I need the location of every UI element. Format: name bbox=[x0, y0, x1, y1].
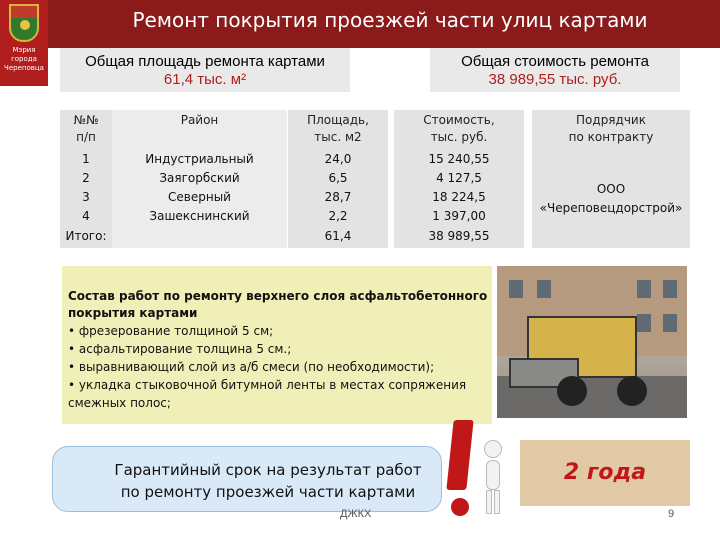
row-2-num: 2 bbox=[82, 171, 90, 185]
header-cost-line2: тыс. руб. bbox=[430, 130, 488, 144]
works-item: • фрезерование толщиной 5 см; bbox=[68, 324, 274, 338]
works-title bbox=[62, 266, 492, 322]
row-1-cost: 15 240,55 bbox=[428, 152, 490, 166]
org-name bbox=[0, 46, 48, 73]
total-cost: 38 989,55 bbox=[428, 229, 490, 243]
works-item: • выравнивающий слой из а/б смеси (по необходимости); bbox=[68, 360, 435, 374]
total-cost-label: Общая стоимость ремонта bbox=[461, 53, 649, 70]
row-3-area: 28,7 bbox=[324, 190, 352, 204]
warranty-box bbox=[52, 446, 442, 512]
header-num-line2: п/п bbox=[76, 130, 96, 144]
row-3-district: Северный bbox=[168, 190, 231, 204]
header-contractor-line1: Подрядчик bbox=[576, 113, 646, 127]
person-figure-icon bbox=[478, 440, 508, 516]
warranty-line1: Гарантийный срок на результат работ bbox=[114, 461, 422, 479]
page-number: 9 bbox=[668, 508, 675, 520]
warranty-period: 2 года bbox=[563, 460, 647, 485]
header-area-line1: Площадь, bbox=[307, 113, 369, 127]
works-item: • укладка стыковочной битумной ленты в местах сопряжения bbox=[68, 378, 467, 392]
row-1-num: 1 bbox=[82, 152, 90, 166]
contractor-line2: «Череповецдорстрой» bbox=[539, 201, 683, 215]
header-contractor bbox=[532, 112, 690, 146]
header-area-line2: тыс. м2 bbox=[314, 130, 362, 144]
header-area bbox=[288, 112, 388, 146]
row-4-district: Зашекснинский bbox=[149, 209, 250, 223]
footer-dept: ДЖКХ bbox=[340, 508, 372, 520]
total-area-label: Общая площадь ремонта картами bbox=[85, 53, 325, 70]
total-area-value: 61,4 тыс. м² bbox=[163, 71, 247, 88]
works-title-line2: покрытия картами bbox=[68, 306, 198, 320]
row-1-area: 24,0 bbox=[324, 152, 352, 166]
row-3-cost: 18 224,5 bbox=[432, 190, 486, 204]
works-item: • асфальтирование толщина 5 см.; bbox=[68, 342, 292, 356]
row-4-cost: 1 397,00 bbox=[432, 209, 486, 223]
row-2-area: 6,5 bbox=[328, 171, 348, 185]
works-item: смежных полос; bbox=[68, 396, 171, 410]
org-line-1: Мэрия bbox=[12, 46, 36, 54]
header-contractor-line2: по контракту bbox=[568, 130, 654, 144]
row-4-num: 4 bbox=[82, 209, 90, 223]
contractor-name bbox=[532, 180, 690, 218]
total-cost-value: 38 989,55 тыс. руб. bbox=[488, 71, 622, 88]
contractor-line1: ООО bbox=[596, 182, 626, 196]
header-district: Район bbox=[180, 113, 219, 127]
page-title: Ремонт покрытия проезжей части улиц картами bbox=[132, 8, 648, 32]
works-list-box bbox=[62, 266, 492, 424]
header-num-line1: №№ bbox=[73, 113, 99, 127]
header-bar bbox=[0, 0, 720, 48]
row-4-area: 2,2 bbox=[328, 209, 348, 223]
road-repair-photo bbox=[497, 266, 687, 418]
header-cost bbox=[394, 112, 524, 146]
total-cost-box bbox=[430, 48, 680, 92]
org-line-2: города bbox=[11, 55, 37, 63]
total-label: Итого: bbox=[65, 229, 107, 243]
sidebar-logo-panel bbox=[0, 0, 48, 86]
row-2-district: Заягорбский bbox=[159, 171, 240, 185]
header-num bbox=[60, 112, 112, 146]
city-emblem-icon bbox=[9, 4, 39, 42]
row-3-num: 3 bbox=[82, 190, 90, 204]
total-area-box bbox=[60, 48, 350, 92]
row-1-district: Индустриальный bbox=[145, 152, 254, 166]
works-title-line1: Состав работ по ремонту верхнего слоя асфальтобетонного bbox=[68, 289, 488, 303]
warranty-text bbox=[93, 459, 443, 503]
header-cost-line1: Стоимость, bbox=[423, 113, 495, 127]
wheel-image bbox=[557, 376, 587, 406]
exclamation-icon bbox=[445, 420, 475, 518]
warranty-period-box bbox=[520, 440, 690, 506]
warranty-line2: по ремонту проезжей части картами bbox=[120, 483, 416, 501]
total-area: 61,4 bbox=[324, 229, 352, 243]
org-line-3: Череповца bbox=[4, 64, 44, 72]
row-2-cost: 4 127,5 bbox=[436, 171, 482, 185]
wheel-image bbox=[617, 376, 647, 406]
